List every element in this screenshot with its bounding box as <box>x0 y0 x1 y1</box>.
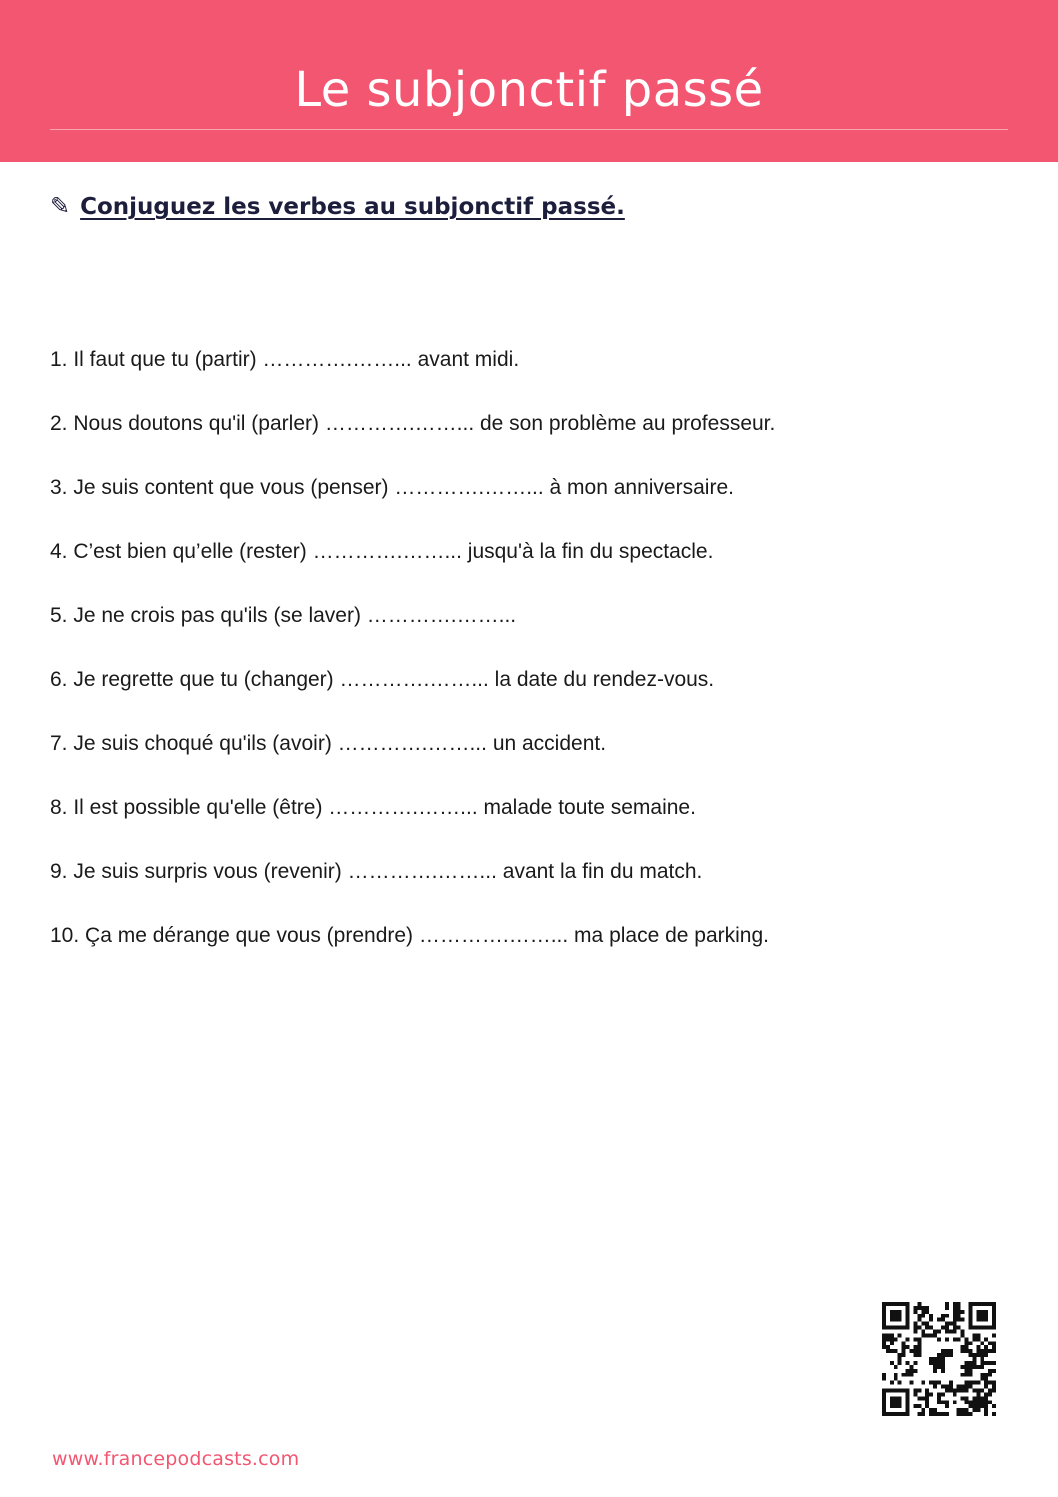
exercise-item: 7. Je suis choqué qu'ils (avoir) ………….……... un accident. <box>50 732 607 755</box>
pencil-icon: ✎ <box>50 193 71 220</box>
instruction <box>50 190 625 224</box>
exercise-item: 10. Ça me dérange que vous (prendre) ………….……... ma place de parking. <box>50 924 770 947</box>
exercise-item: 1. Il faut que tu (partir) ………….……... avant midi. <box>50 348 520 371</box>
header-divider <box>50 129 1008 130</box>
exercise-item: 2. Nous doutons qu'il (parler) ………….……... de son problème au professeur. <box>50 412 776 435</box>
exercise-item: 6. Je regrette que tu (changer) ………….……... la date du rendez-vous. <box>50 668 715 691</box>
exercise-item: 4. C’est bien qu’elle (rester) ………….……... jusqu'à la fin du spectacle. <box>50 540 714 563</box>
page-title: Le subjonctif passé <box>294 62 764 118</box>
website-link[interactable]: www.francepodcasts.com <box>52 1448 300 1470</box>
header-banner <box>0 0 1058 162</box>
instruction-text: Conjuguez les verbes au subjonctif passé. <box>80 194 625 220</box>
qr-code-icon <box>882 1302 996 1416</box>
exercise-item: 5. Je ne crois pas qu'ils (se laver) ………….……... <box>50 604 517 627</box>
exercise-list <box>50 342 775 982</box>
exercise-item: 8. Il est possible qu'elle (être) ………….……... malade toute semaine. <box>50 796 696 819</box>
exercise-item: 3. Je suis content que vous (penser) ………….……... à mon anniversaire. <box>50 476 734 499</box>
exercise-item: 9. Je suis surpris vous (revenir) ………….……... avant la fin du match. <box>50 860 703 883</box>
